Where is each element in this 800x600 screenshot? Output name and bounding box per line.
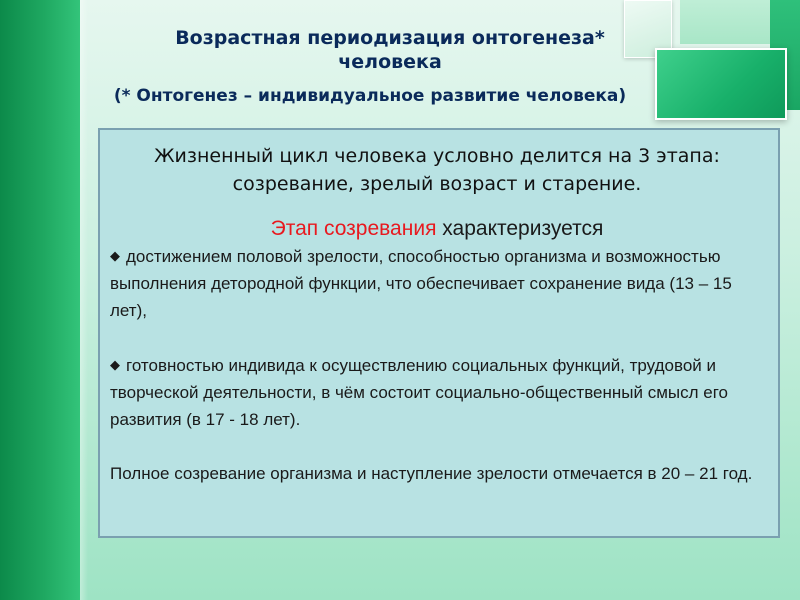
content-panel: [98, 128, 780, 538]
bullet-item-2: [110, 351, 764, 433]
diamond-bullet-icon: ◆: [110, 248, 120, 263]
bullet-item-1: [110, 242, 764, 324]
stage-heading: [110, 216, 764, 242]
conclusion-text: Полное созревание организма и наступление зрелости отмечается в 20 – 21 год.: [110, 464, 753, 483]
bullet-item-1-text: достижением половой зрелости, способностью организма и возможностью выполнения детородной функции, что обеспечивает сохранение вида (13 – 15 лет),: [110, 247, 732, 320]
slide-title-line2: человека: [338, 51, 442, 73]
stage-heading-rest: характеризуется: [436, 217, 604, 240]
stage-heading-highlight: Этап созревания: [270, 217, 437, 240]
corner-decor-top: [680, 0, 770, 44]
diamond-bullet-icon: ◆: [110, 357, 120, 372]
bullet-item-2-text: готовностью индивида к осуществлению социальных функций, трудовой и творческой деятельности, в чём состоит социально-общественный смысл его развития (в 17 - 18 лет).: [110, 356, 729, 429]
slide-title: [100, 26, 680, 74]
slide-footnote: (* Онтогенез – индивидуальное развитие человека): [113, 86, 627, 106]
intro-text: Жизненный цикл человека условно делится на 3 этапа: созревание, зрелый возраст и старение.: [154, 145, 720, 195]
left-decor-bar: [0, 0, 80, 600]
slide-title-line1: Возрастная периодизация онтогенеза*: [175, 27, 605, 49]
